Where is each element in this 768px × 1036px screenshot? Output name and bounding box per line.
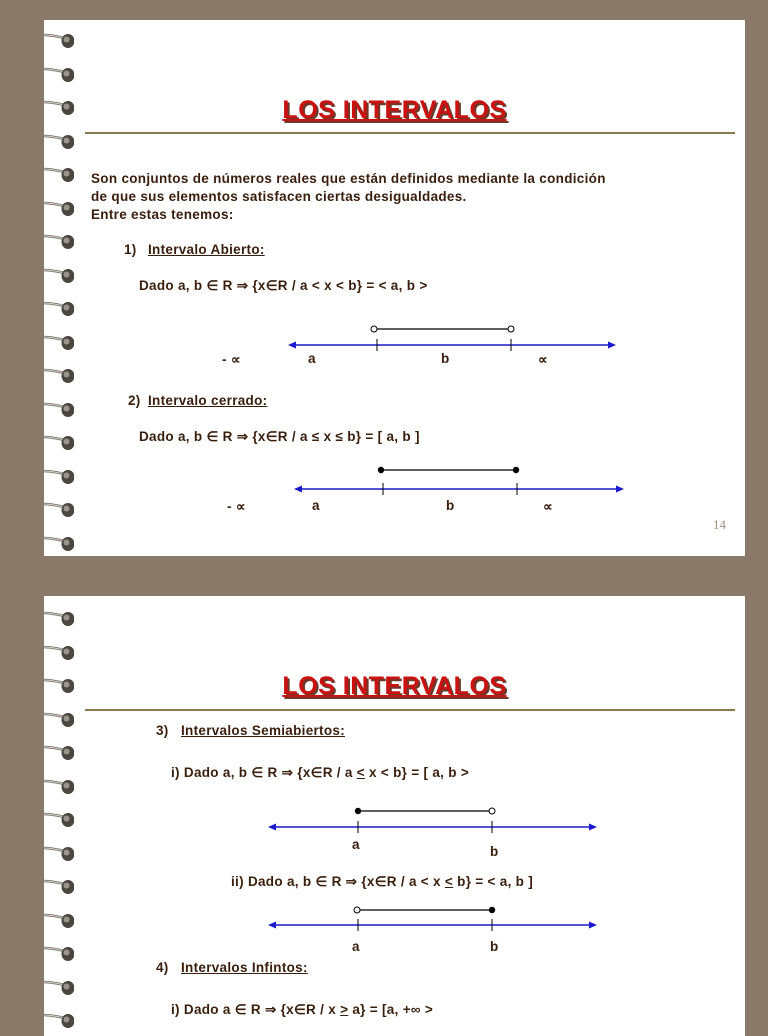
- point-b-label: b: [490, 939, 499, 954]
- title-rule: [85, 709, 735, 711]
- page-number: 14: [713, 517, 726, 532]
- point-b-label: b: [446, 498, 455, 513]
- item-1-number: 1): [124, 242, 137, 257]
- item-1-definition: Dado a, b ∈ R ⇒ {x∈R / a < x < b} = < a, b >: [139, 278, 428, 293]
- open-interval-number-line: [44, 320, 745, 380]
- semiopen-right-number-line: [44, 801, 745, 841]
- binding-ring: [44, 265, 74, 287]
- point-a-label: a: [308, 351, 316, 366]
- semiopen-left-number-line: [44, 901, 745, 941]
- binding-ring: [44, 876, 74, 898]
- binding-ring: [44, 399, 74, 421]
- point-b-label: b: [490, 844, 499, 859]
- item-4-number: 4): [156, 960, 169, 975]
- minus-infinity-label: - ∝: [227, 499, 246, 514]
- intro-line-3: Entre estas tenemos:: [91, 207, 234, 222]
- binding-ring: [44, 776, 74, 798]
- infinity-label: ∝: [538, 352, 548, 367]
- slide-15: [44, 596, 745, 1036]
- infinity-label: ∝: [543, 499, 553, 514]
- binding-ring: [44, 709, 74, 731]
- point-b-label: b: [441, 351, 450, 366]
- intro-line-2: de que sus elementos satisfacen ciertas desigualdades.: [91, 189, 467, 204]
- binding-ring: [44, 131, 74, 153]
- item-2-number: 2): [128, 393, 141, 408]
- title-rule: [85, 132, 735, 134]
- binding-ring: [44, 198, 74, 220]
- binding-ring: [44, 231, 74, 253]
- binding-ring: [44, 977, 74, 999]
- slide-14: [44, 20, 745, 556]
- binding-ring: [44, 432, 74, 454]
- item-2-label: Intervalo cerrado:: [148, 393, 268, 408]
- binding-ring: [44, 943, 74, 965]
- item-3-number: 3): [156, 723, 169, 738]
- binding-ring: [44, 64, 74, 86]
- semiopen-right-definition: i) Dado a, b ∈ R ⇒ {x∈R / a < x < b} = [ a, b >: [171, 765, 470, 780]
- semiopen-left-definition: ii) Dado a, b ∈ R ⇒ {x∈R / a < x < b} = < a, b ]: [231, 874, 534, 889]
- closed-interval-number-line: [44, 460, 745, 520]
- binding-ring: [44, 742, 74, 764]
- point-a-label: a: [352, 837, 360, 852]
- binding-ring: [44, 1010, 74, 1032]
- item-3-label: Intervalos Semiabiertos:: [181, 723, 346, 738]
- binding-ring: [44, 164, 74, 186]
- minus-infinity-label: - ∝: [222, 352, 241, 367]
- point-a-label: a: [312, 498, 320, 513]
- item-4-label: Intervalos Infintos:: [181, 960, 308, 975]
- infinite-interval-definition: i) Dado a ∈ R ⇒ {x∈R / x > a} = [a, +∞ >: [171, 1002, 434, 1017]
- binding-ring: [44, 642, 74, 664]
- binding-ring: [44, 843, 74, 865]
- binding-ring: [44, 30, 74, 52]
- slide-title: LOS INTERVALOS: [282, 96, 507, 124]
- binding-ring: [44, 608, 74, 630]
- item-1-label: Intervalo Abierto:: [148, 242, 265, 257]
- intro-line-1: Son conjuntos de números reales que están definidos mediante la condición: [91, 171, 606, 186]
- slide-title: LOS INTERVALOS: [282, 672, 507, 700]
- point-a-label: a: [352, 939, 360, 954]
- binding-ring: [44, 533, 74, 555]
- item-2-definition: Dado a, b ∈ R ⇒ {x∈R / a ≤ x ≤ b} = [ a, b ]: [139, 429, 420, 444]
- binding-ring: [44, 298, 74, 320]
